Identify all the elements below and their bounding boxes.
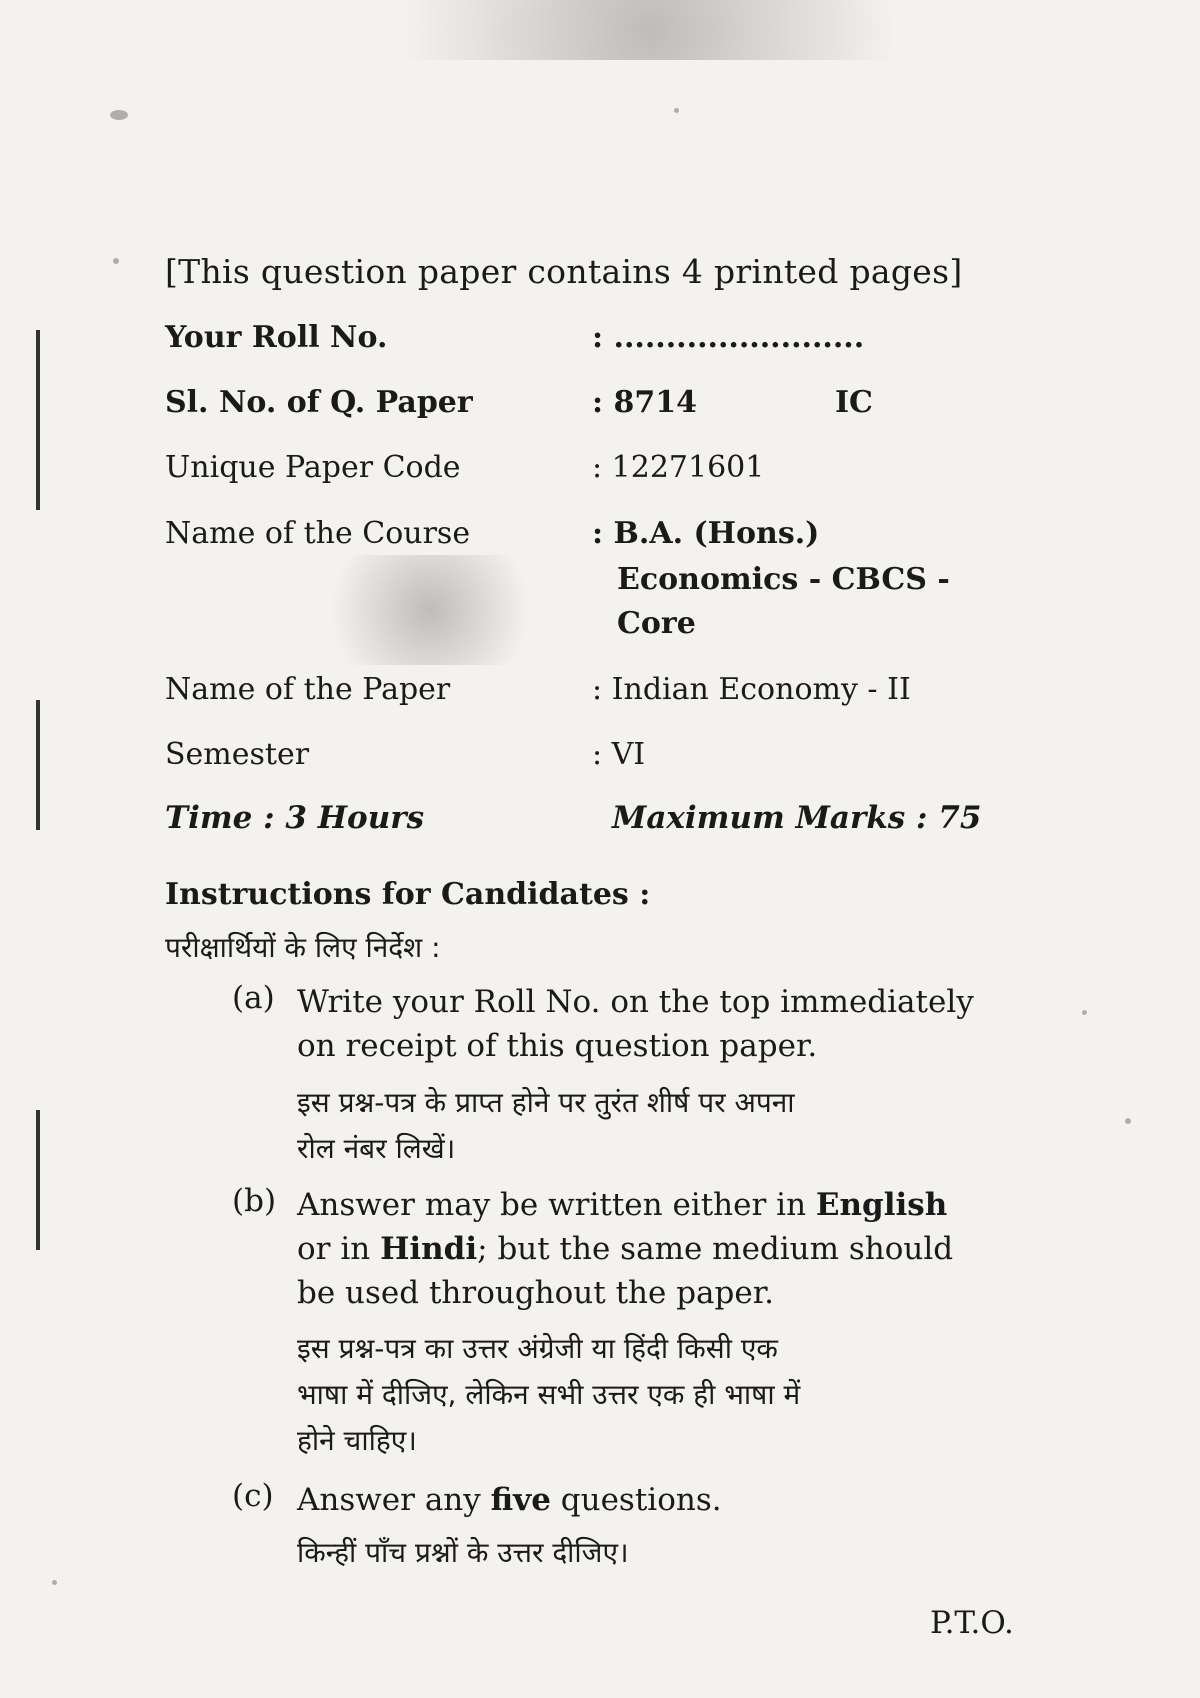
scan-speck bbox=[110, 110, 128, 120]
instruction-emphasis: five bbox=[490, 1482, 551, 1518]
scan-speck bbox=[52, 1580, 57, 1585]
page-count-note: [This question paper contains 4 printed pages] bbox=[165, 252, 963, 291]
semester-value: : VI bbox=[592, 737, 646, 772]
instruction-item-b bbox=[232, 1183, 1032, 1463]
instruction-line-hindi: रोल नंबर लिखें। bbox=[297, 1132, 456, 1165]
instruction-line bbox=[297, 1183, 1037, 1227]
roll-number-blank: : ........................ bbox=[592, 320, 865, 355]
instruction-text-segment: ; but the same medium should bbox=[477, 1231, 954, 1267]
roll-number-label: Your Roll No. bbox=[165, 320, 388, 355]
scan-edge-line bbox=[36, 330, 40, 510]
instruction-marker: (a) bbox=[232, 980, 275, 1016]
instruction-item-a bbox=[232, 980, 1032, 1165]
scan-smudge bbox=[300, 0, 1000, 60]
instruction-text-segment: Answer may be written either in bbox=[297, 1187, 816, 1223]
instruction-text-segment: questions. bbox=[550, 1482, 722, 1518]
semester-label: Semester bbox=[165, 737, 310, 772]
unique-paper-code-value: : 12271601 bbox=[592, 450, 765, 485]
instruction-marker: (c) bbox=[232, 1478, 274, 1514]
instructions-heading: Instructions for Candidates : bbox=[165, 877, 651, 912]
instruction-text-hi bbox=[297, 1326, 1037, 1464]
instruction-emphasis: Hindi bbox=[380, 1231, 478, 1267]
scan-smudge bbox=[300, 555, 560, 665]
course-name-line-3: Core bbox=[617, 606, 696, 641]
instruction-item-c bbox=[232, 1478, 1032, 1588]
instruction-line-hindi: किन्हीं पाँच प्रश्नों के उत्तर दीजिए। bbox=[297, 1536, 629, 1569]
please-turn-over: P.T.O. bbox=[930, 1605, 1014, 1641]
serial-number-value: : 8714 bbox=[592, 385, 698, 420]
instruction-text-segment: Answer any bbox=[297, 1482, 491, 1518]
instruction-text-en bbox=[297, 1183, 1037, 1315]
paper-name-label: Name of the Paper bbox=[165, 672, 451, 707]
instructions-heading-hindi: परीक्षार्थियों के लिए निर्देश : bbox=[165, 931, 441, 964]
serial-number-code: IC bbox=[835, 385, 873, 420]
exam-duration: Time : 3 Hours bbox=[165, 800, 425, 836]
paper-name-value: : Indian Economy - II bbox=[592, 672, 911, 707]
scan-edge-line bbox=[36, 700, 40, 830]
course-name-line-2: Economics - CBCS - bbox=[617, 562, 950, 597]
scan-speck bbox=[674, 108, 679, 113]
instruction-line: Write your Roll No. on the top immediately bbox=[297, 984, 974, 1020]
instruction-line: be used throughout the paper. bbox=[297, 1275, 774, 1311]
unique-paper-code-label: Unique Paper Code bbox=[165, 450, 461, 485]
maximum-marks: Maximum Marks : 75 bbox=[612, 800, 982, 836]
course-name-label: Name of the Course bbox=[165, 516, 471, 551]
instruction-marker: (b) bbox=[232, 1183, 277, 1219]
instruction-text-en bbox=[297, 1478, 1037, 1522]
instruction-text-hi bbox=[297, 1080, 1037, 1172]
instruction-text-segment: or in bbox=[297, 1231, 381, 1267]
course-name-line-1: : B.A. (Hons.) bbox=[592, 516, 820, 551]
scan-speck bbox=[1082, 1010, 1087, 1015]
serial-number-label: Sl. No. of Q. Paper bbox=[165, 385, 473, 420]
scan-speck bbox=[1125, 1118, 1131, 1124]
scan-edge-line bbox=[36, 1110, 40, 1250]
instruction-line bbox=[297, 1478, 1037, 1522]
instruction-emphasis: English bbox=[815, 1187, 948, 1223]
instruction-line bbox=[297, 1227, 1037, 1271]
instruction-text-hi bbox=[297, 1530, 1037, 1576]
scan-speck bbox=[113, 258, 119, 264]
instruction-line-hindi: भाषा में दीजिए, लेकिन सभी उत्तर एक ही भाषा में bbox=[297, 1378, 801, 1411]
instruction-text-en bbox=[297, 980, 1037, 1068]
instruction-line-hindi: इस प्रश्न-पत्र के प्राप्त होने पर तुरंत शीर्ष पर अपना bbox=[297, 1086, 795, 1119]
instruction-line-hindi: होने चाहिए। bbox=[297, 1424, 417, 1457]
instruction-line-hindi: इस प्रश्न-पत्र का उत्तर अंग्रेजी या हिंदी किसी एक bbox=[297, 1332, 778, 1365]
instruction-line: on receipt of this question paper. bbox=[297, 1028, 818, 1064]
